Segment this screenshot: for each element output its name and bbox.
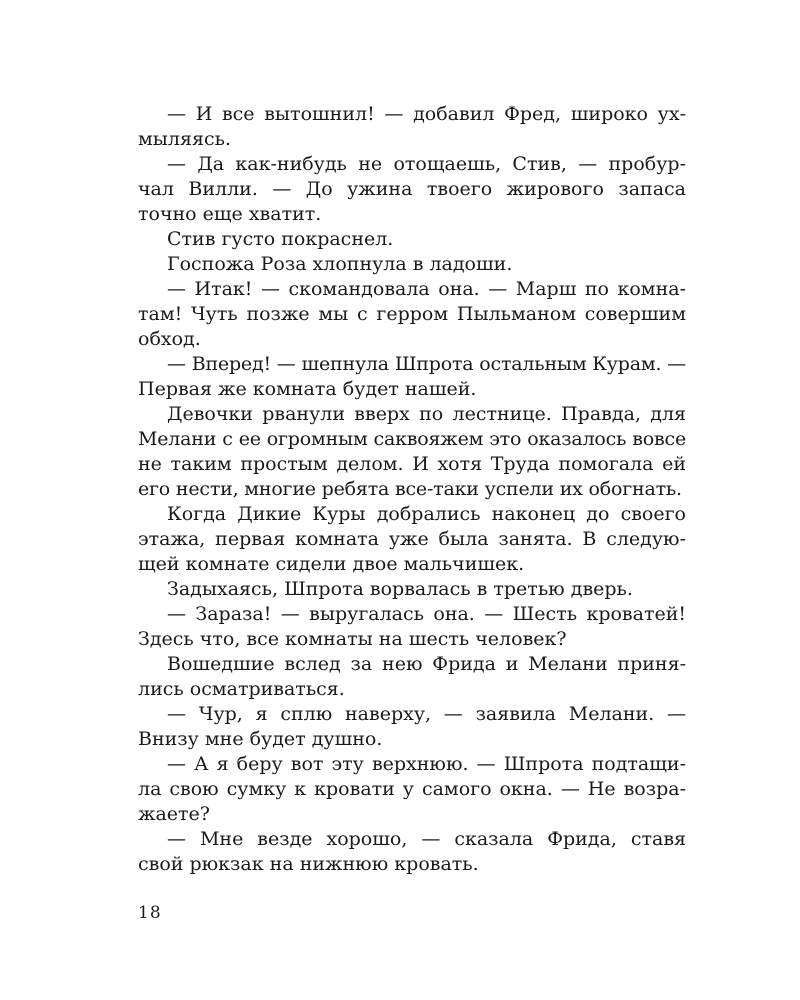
text-line: чал Вилли. — До ужина твоего жирового запаса [138, 178, 686, 200]
text-line: — А я беру вот эту верхнюю. — Шпрота подтащи- [167, 753, 686, 775]
text-line: Мелани с ее огромным саквояжем это оказалось вовсе [138, 428, 686, 450]
text-line: Девочки рванули вверх по лестнице. Правда, для [167, 403, 686, 425]
text-line: лись осматриваться. [138, 678, 345, 700]
text-line: Когда Дикие Куры добрались наконец до своего [167, 503, 686, 525]
text-line: обход. [138, 328, 201, 350]
text-line: — Зараза! — выругалась она. — Шесть кроватей! [167, 603, 686, 625]
text-line: Здесь что, все комнаты на шесть человек? [138, 628, 567, 650]
text-line: — Мне везде хорошо, — сказала Фрида, ставя [167, 828, 686, 850]
text-line: Стив густо покраснел. [167, 228, 394, 250]
text-line: мыляясь. [138, 128, 231, 150]
text-line: его нести, многие ребята все-таки успели их обогнать. [138, 478, 682, 500]
text-line: — Чур, я сплю наверху, — заявила Мелани. — [167, 703, 686, 725]
text-line: Вошедшие вслед за нею Фрида и Мелани приня- [167, 653, 686, 675]
body-text [138, 102, 686, 877]
text-line: точно еще хватит. [138, 203, 322, 225]
text-line: Госпожа Роза хлопнула в ладоши. [167, 253, 513, 275]
text-line: Задыхаясь, Шпрота ворвалась в третью дверь. [167, 578, 633, 600]
text-line: — И все вытошнил! — добавил Фред, широко ух- [167, 103, 686, 125]
text-line: свой рюкзак на нижнюю кровать. [138, 853, 479, 875]
text-line: Первая же комната будет нашей. [138, 378, 477, 400]
text-line: — Вперед! — шепнула Шпрота остальным Курам. — [167, 353, 686, 375]
text-line: — Итак! — скомандовала она. — Марш по комна- [167, 278, 686, 300]
page-number: 18 [138, 903, 162, 923]
text-line: ла свою сумку к кровати у самого окна. — Не возра- [138, 778, 686, 800]
text-line: этажа, первая комната уже была занята. В следую- [138, 528, 686, 550]
text-line: жаете? [138, 803, 210, 825]
text-line: — Да как-нибудь не отощаешь, Стив, — пробур- [167, 153, 686, 175]
text-line: Внизу мне будет душно. [138, 728, 383, 750]
text-line: щей комнате сидели двое мальчишек. [138, 553, 525, 575]
text-line: там! Чуть позже мы с герром Пыльманом совершим [138, 303, 686, 325]
text-line: не таким простым делом. И хотя Труда помогала ей [138, 453, 686, 475]
